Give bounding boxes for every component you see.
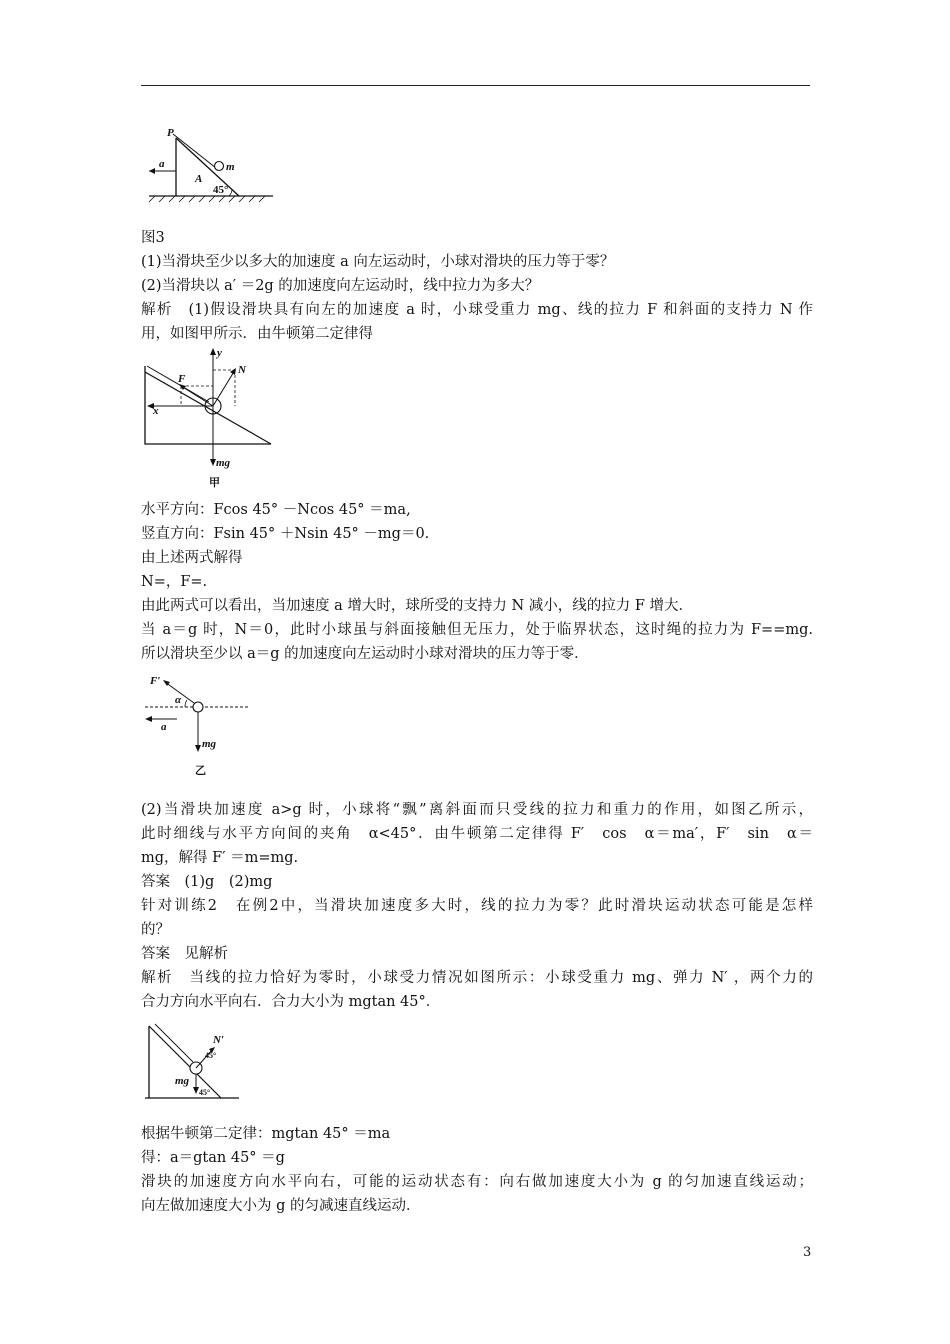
page-number: 3 — [803, 1245, 812, 1260]
analysis-line: 所以滑块至少以 a＝g 的加速度向左运动时小球对滑块的压力等于零． — [141, 646, 589, 662]
answer-line: 答案 (1)g (2)mg — [141, 874, 273, 890]
label-angle-upper: 45° — [205, 1051, 217, 1060]
conclusion-line: 滑块的加速度方向水平向右，可能的运动状态有：向右做加速度大小为 g 的匀加速直线运动； — [141, 1174, 813, 1190]
label-mg: mg — [202, 738, 217, 750]
conclusion-line: 向左做加速度大小为 g 的匀减速直线运动． — [141, 1198, 421, 1214]
label-f: F — [178, 373, 186, 385]
equation-vertical: 竖直方向：Fsin 45° ＋Nsin 45° －mg＝0. — [141, 526, 430, 542]
figure-caption: 图3 — [141, 230, 165, 246]
label-block-a: A — [195, 173, 203, 185]
label-a: a — [159, 158, 165, 170]
exercise-line: 的？ — [141, 922, 170, 938]
analysis-line: mg，解得 F′ ＝m=mg. — [141, 850, 299, 866]
answer-line: 答案 见解析 — [141, 946, 228, 962]
analysis-line: 当 a＝g 时，N＝0，此时小球虽与斜面接触但无压力，处于临界状态，这时绳的拉力为 F==mg. — [141, 622, 813, 638]
label-alpha: α — [175, 694, 182, 706]
label-m: m — [226, 161, 235, 173]
figure-last-diagram — [141, 1022, 245, 1102]
analysis-line: 合力方向水平向右．合力大小为 mgtan 45°． — [141, 994, 441, 1010]
label-mg: mg — [216, 457, 231, 469]
label-x: x — [153, 405, 159, 417]
analysis-line: (2)当滑块加速度 a>g 时，小球将“飘”离斜面而只受线的拉力和重力的作用，如图乙所示， — [141, 802, 813, 818]
solution-line: N=，F=. — [141, 574, 208, 590]
label-angle: 45° — [213, 184, 229, 196]
figure-jia-diagram — [141, 346, 281, 494]
label-y: y — [217, 347, 222, 359]
label-f-prime: F′ — [150, 675, 161, 687]
question-1: (1)当滑块至少以多大的加速度 a 向左运动时，小球对滑块的压力等于零？ — [141, 254, 615, 270]
header-rule — [141, 85, 810, 86]
question-2: (2)当滑块以 a′ ＝2g 的加速度向左运动时，线中拉力为多大？ — [141, 278, 540, 294]
analysis-line: 解析 (1)假设滑块具有向左的加速度 a 时，小球受重力 mg、线的拉力 F 和斜面的支持力 N 作 — [141, 302, 813, 318]
label-p: P — [167, 127, 174, 139]
label-angle-lower: 45° — [199, 1088, 211, 1097]
figure-3-diagram — [141, 122, 281, 212]
figure-jia-caption: 甲 — [209, 477, 220, 489]
figure-yi-caption: 乙 — [195, 765, 206, 777]
equation-line: 得：a＝gtan 45° ＝g — [141, 1150, 285, 1166]
figure-yi-diagram — [141, 668, 261, 784]
equation-horizontal: 水平方向：Fcos 45° －Ncos 45° ＝ma, — [141, 502, 411, 518]
label-n: N — [238, 364, 246, 376]
label-mg: mg — [175, 1075, 190, 1087]
analysis-line: 由此两式可以看出，当加速度 a 增大时，球所受的支持力 N 减小，线的拉力 F 增大． — [141, 598, 694, 614]
analysis-line: 此时细线与水平方向间的夹角 α<45°．由牛顿第二定律得 F′ cos α＝ma′，F′ sin α＝ — [141, 826, 813, 842]
label-a: a — [161, 721, 167, 733]
analysis-line: 用，如图甲所示．由牛顿第二定律得 — [141, 326, 373, 342]
analysis-line: 解析 当线的拉力恰好为零时，小球受力情况如图所示：小球受重力 mg、弹力 N′ ，两个力的 — [141, 970, 813, 986]
equation-line: 根据牛顿第二定律：mgtan 45° ＝ma — [141, 1126, 391, 1142]
label-n-prime: N′ — [213, 1034, 225, 1046]
analysis-line: 由上述两式解得 — [141, 550, 243, 566]
exercise-line: 针对训练2 在例2中，当滑块加速度多大时，线的拉力为零？此时滑块运动状态可能是怎样 — [141, 898, 813, 914]
